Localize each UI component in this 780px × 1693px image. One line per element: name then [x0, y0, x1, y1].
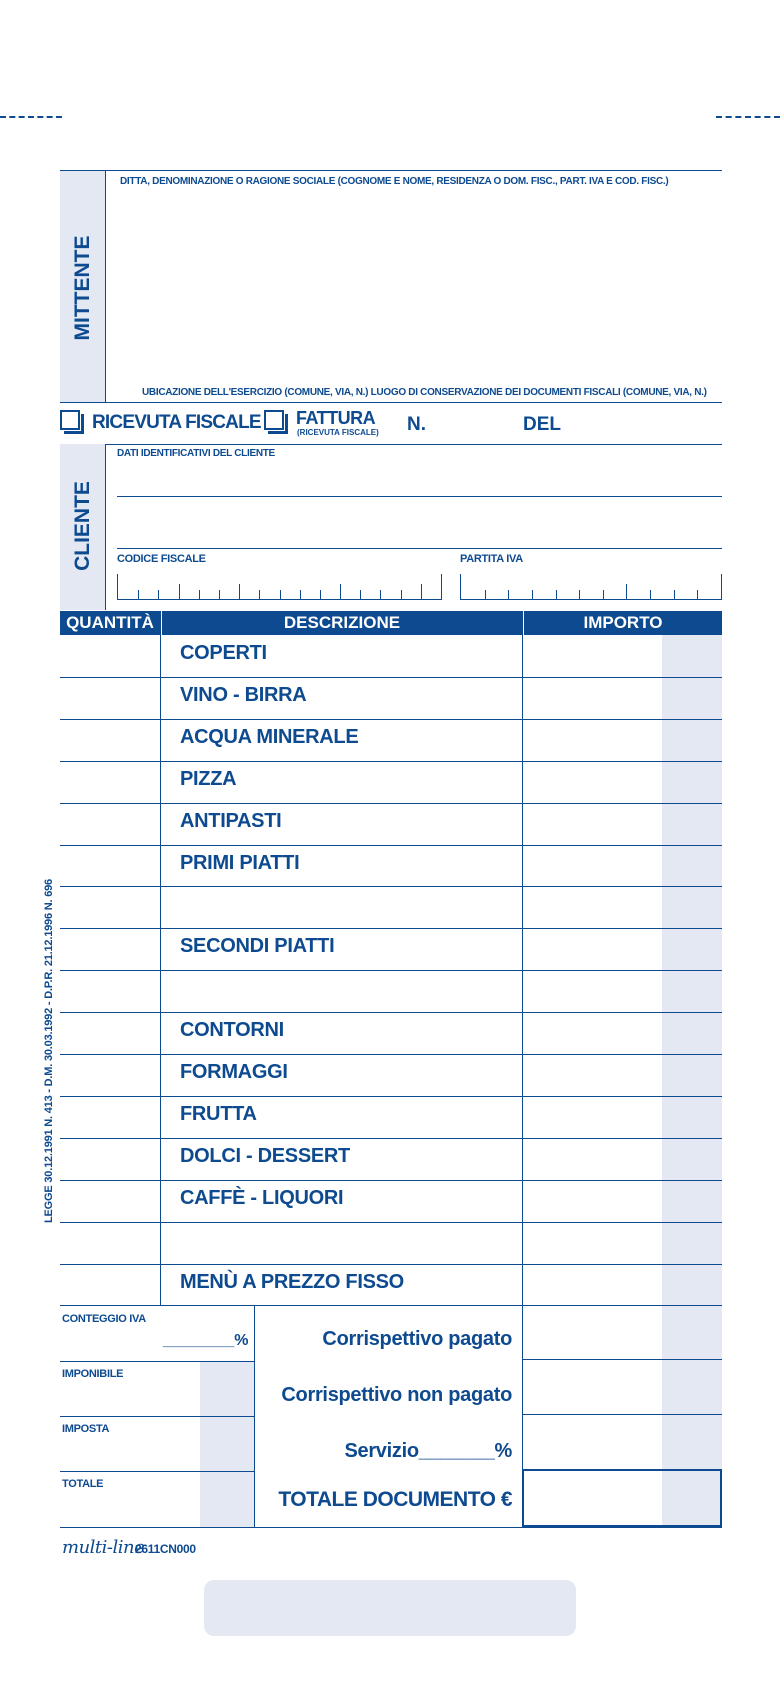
- table-row-description: FRUTTA: [180, 1102, 257, 1125]
- vat-total-label: TOTALE: [62, 1478, 104, 1490]
- amount-column-line: [522, 611, 523, 1528]
- amount-header: IMPORTO: [583, 613, 663, 632]
- paid-label: Corrispettivo pagato: [322, 1328, 512, 1350]
- table-row-description: PRIMI PIATTI: [180, 851, 300, 874]
- digit-tick: [179, 584, 180, 599]
- vat-percent-blank[interactable]: ________%: [163, 1332, 249, 1349]
- brand-logo: multi-line: [62, 1537, 145, 1558]
- digit-tick: [674, 590, 675, 599]
- digit-tick: [485, 590, 486, 599]
- vat-number-label: PARTITA IVA: [460, 553, 523, 565]
- table-row-description: COPERTI: [180, 642, 267, 664]
- table-row-description: CONTORNI: [180, 1019, 284, 1042]
- footer-pad: [204, 1580, 576, 1636]
- description-header: DESCRIZIONE: [283, 613, 401, 632]
- receipt-checkbox[interactable]: [60, 410, 80, 430]
- client-line-1: [117, 496, 722, 497]
- client-line-2: [117, 548, 722, 549]
- summary-bottom-line: [60, 1527, 722, 1528]
- vat-line-2: [60, 1416, 254, 1417]
- perforation-left: [0, 116, 62, 118]
- tax-code-label: CODICE FISCALE: [117, 553, 206, 565]
- digit-tick: [138, 590, 139, 599]
- client-side-label: CLIENTE: [71, 481, 94, 571]
- digit-tick: [626, 584, 627, 599]
- vat-line-1: [60, 1361, 254, 1362]
- amount-line-unpaid: [522, 1414, 722, 1415]
- sender-top-line: [60, 170, 722, 171]
- table-row-description: MENÙ A PREZZO FISSO: [180, 1270, 404, 1293]
- form-code: 2611CN000: [135, 1542, 196, 1556]
- legal-text: LEGGE 30.12.1991 N. 413 - D.M. 30.03.1992 - D.P.R. 21.12.1996 N. 696: [43, 879, 55, 1223]
- digit-tick: [158, 590, 159, 599]
- tax-code-boxes[interactable]: [117, 574, 442, 600]
- unpaid-label: Corrispettivo non pagato: [281, 1384, 512, 1406]
- taxable-label: IMPONIBILE: [62, 1368, 124, 1380]
- service-label: Servizio_______%: [344, 1440, 512, 1462]
- quantity-header: QUANTITÀ: [66, 613, 154, 632]
- digit-tick: [603, 590, 604, 599]
- sender-bottom-line: [60, 402, 722, 403]
- invoice-checkbox[interactable]: [264, 410, 284, 430]
- table-row-description: ACQUA MINERALE: [180, 725, 359, 748]
- digit-tick: [650, 590, 651, 599]
- digit-tick: [556, 590, 557, 599]
- digit-tick: [320, 590, 321, 599]
- client-band-line: [105, 444, 106, 610]
- sender-company-label: DITTA, DENOMINAZIONE O RAGIONE SOCIALE (COGNOME E NOME, RESIDENZA O DOM. FISC., PART. IVA E COD. FISC.): [120, 176, 669, 187]
- digit-tick: [532, 590, 533, 599]
- digit-tick: [199, 590, 200, 599]
- digit-tick: [280, 590, 281, 599]
- summary-top-line: [60, 1305, 722, 1306]
- table-row-description: PIZZA: [180, 767, 237, 790]
- digit-tick: [360, 590, 361, 599]
- table-row-description: SECONDI PIATTI: [180, 935, 335, 958]
- invoice-sub-label: (RICEVUTA FISCALE): [297, 428, 379, 437]
- digit-tick: [340, 584, 341, 599]
- digit-tick: [259, 590, 260, 599]
- table-row-description: CAFFÈ - LIQUORI: [180, 1186, 344, 1209]
- vat-value-column: [200, 1361, 254, 1528]
- table-row-description: DOLCI - DESSERT: [180, 1144, 350, 1167]
- document-total-box[interactable]: [522, 1469, 722, 1527]
- summary-divider: [254, 1305, 255, 1528]
- doc-type-bottom-line: [60, 444, 722, 445]
- invoice-label: FATTURA: [296, 408, 376, 428]
- perforation-right: [716, 116, 780, 118]
- vat-count-label: CONTEGGIO IVA: [62, 1313, 146, 1325]
- digit-tick: [239, 584, 240, 599]
- number-label: N.: [407, 414, 426, 435]
- digit-tick: [579, 590, 580, 599]
- amount-line-paid: [522, 1359, 722, 1360]
- date-label: DEL: [523, 414, 561, 435]
- digit-tick: [219, 590, 220, 599]
- document-total-label: TOTALE DOCUMENTO €: [278, 1488, 512, 1511]
- sender-band-line: [105, 170, 106, 402]
- client-id-label: DATI IDENTIFICATIVI DEL CLIENTE: [117, 448, 275, 459]
- table-row-description: FORMAGGI: [180, 1061, 288, 1083]
- digit-tick: [508, 590, 509, 599]
- sender-location-label: UBICAZIONE DELL'ESERCIZIO (COMUNE, VIA, N.) LUOGO DI CONSERVAZIONE DEI DOCUMENTI FISCALI (COMUNE, VIA, N.): [142, 387, 707, 398]
- tax-label: IMPOSTA: [62, 1423, 110, 1435]
- receipt-label: RICEVUTA FISCALE: [92, 412, 261, 433]
- digit-tick: [300, 590, 301, 599]
- vat-line-3: [60, 1471, 254, 1472]
- table-row-description: ANTIPASTI: [180, 809, 282, 832]
- digit-tick: [380, 590, 381, 599]
- digit-tick: [421, 584, 422, 599]
- digit-tick: [697, 590, 698, 599]
- sender-side-label: MITTENTE: [71, 235, 94, 341]
- digit-tick: [401, 590, 402, 599]
- table-row-description: VINO - BIRRA: [180, 683, 307, 706]
- quantity-column-line: [160, 611, 161, 1305]
- vat-number-boxes[interactable]: [460, 574, 722, 600]
